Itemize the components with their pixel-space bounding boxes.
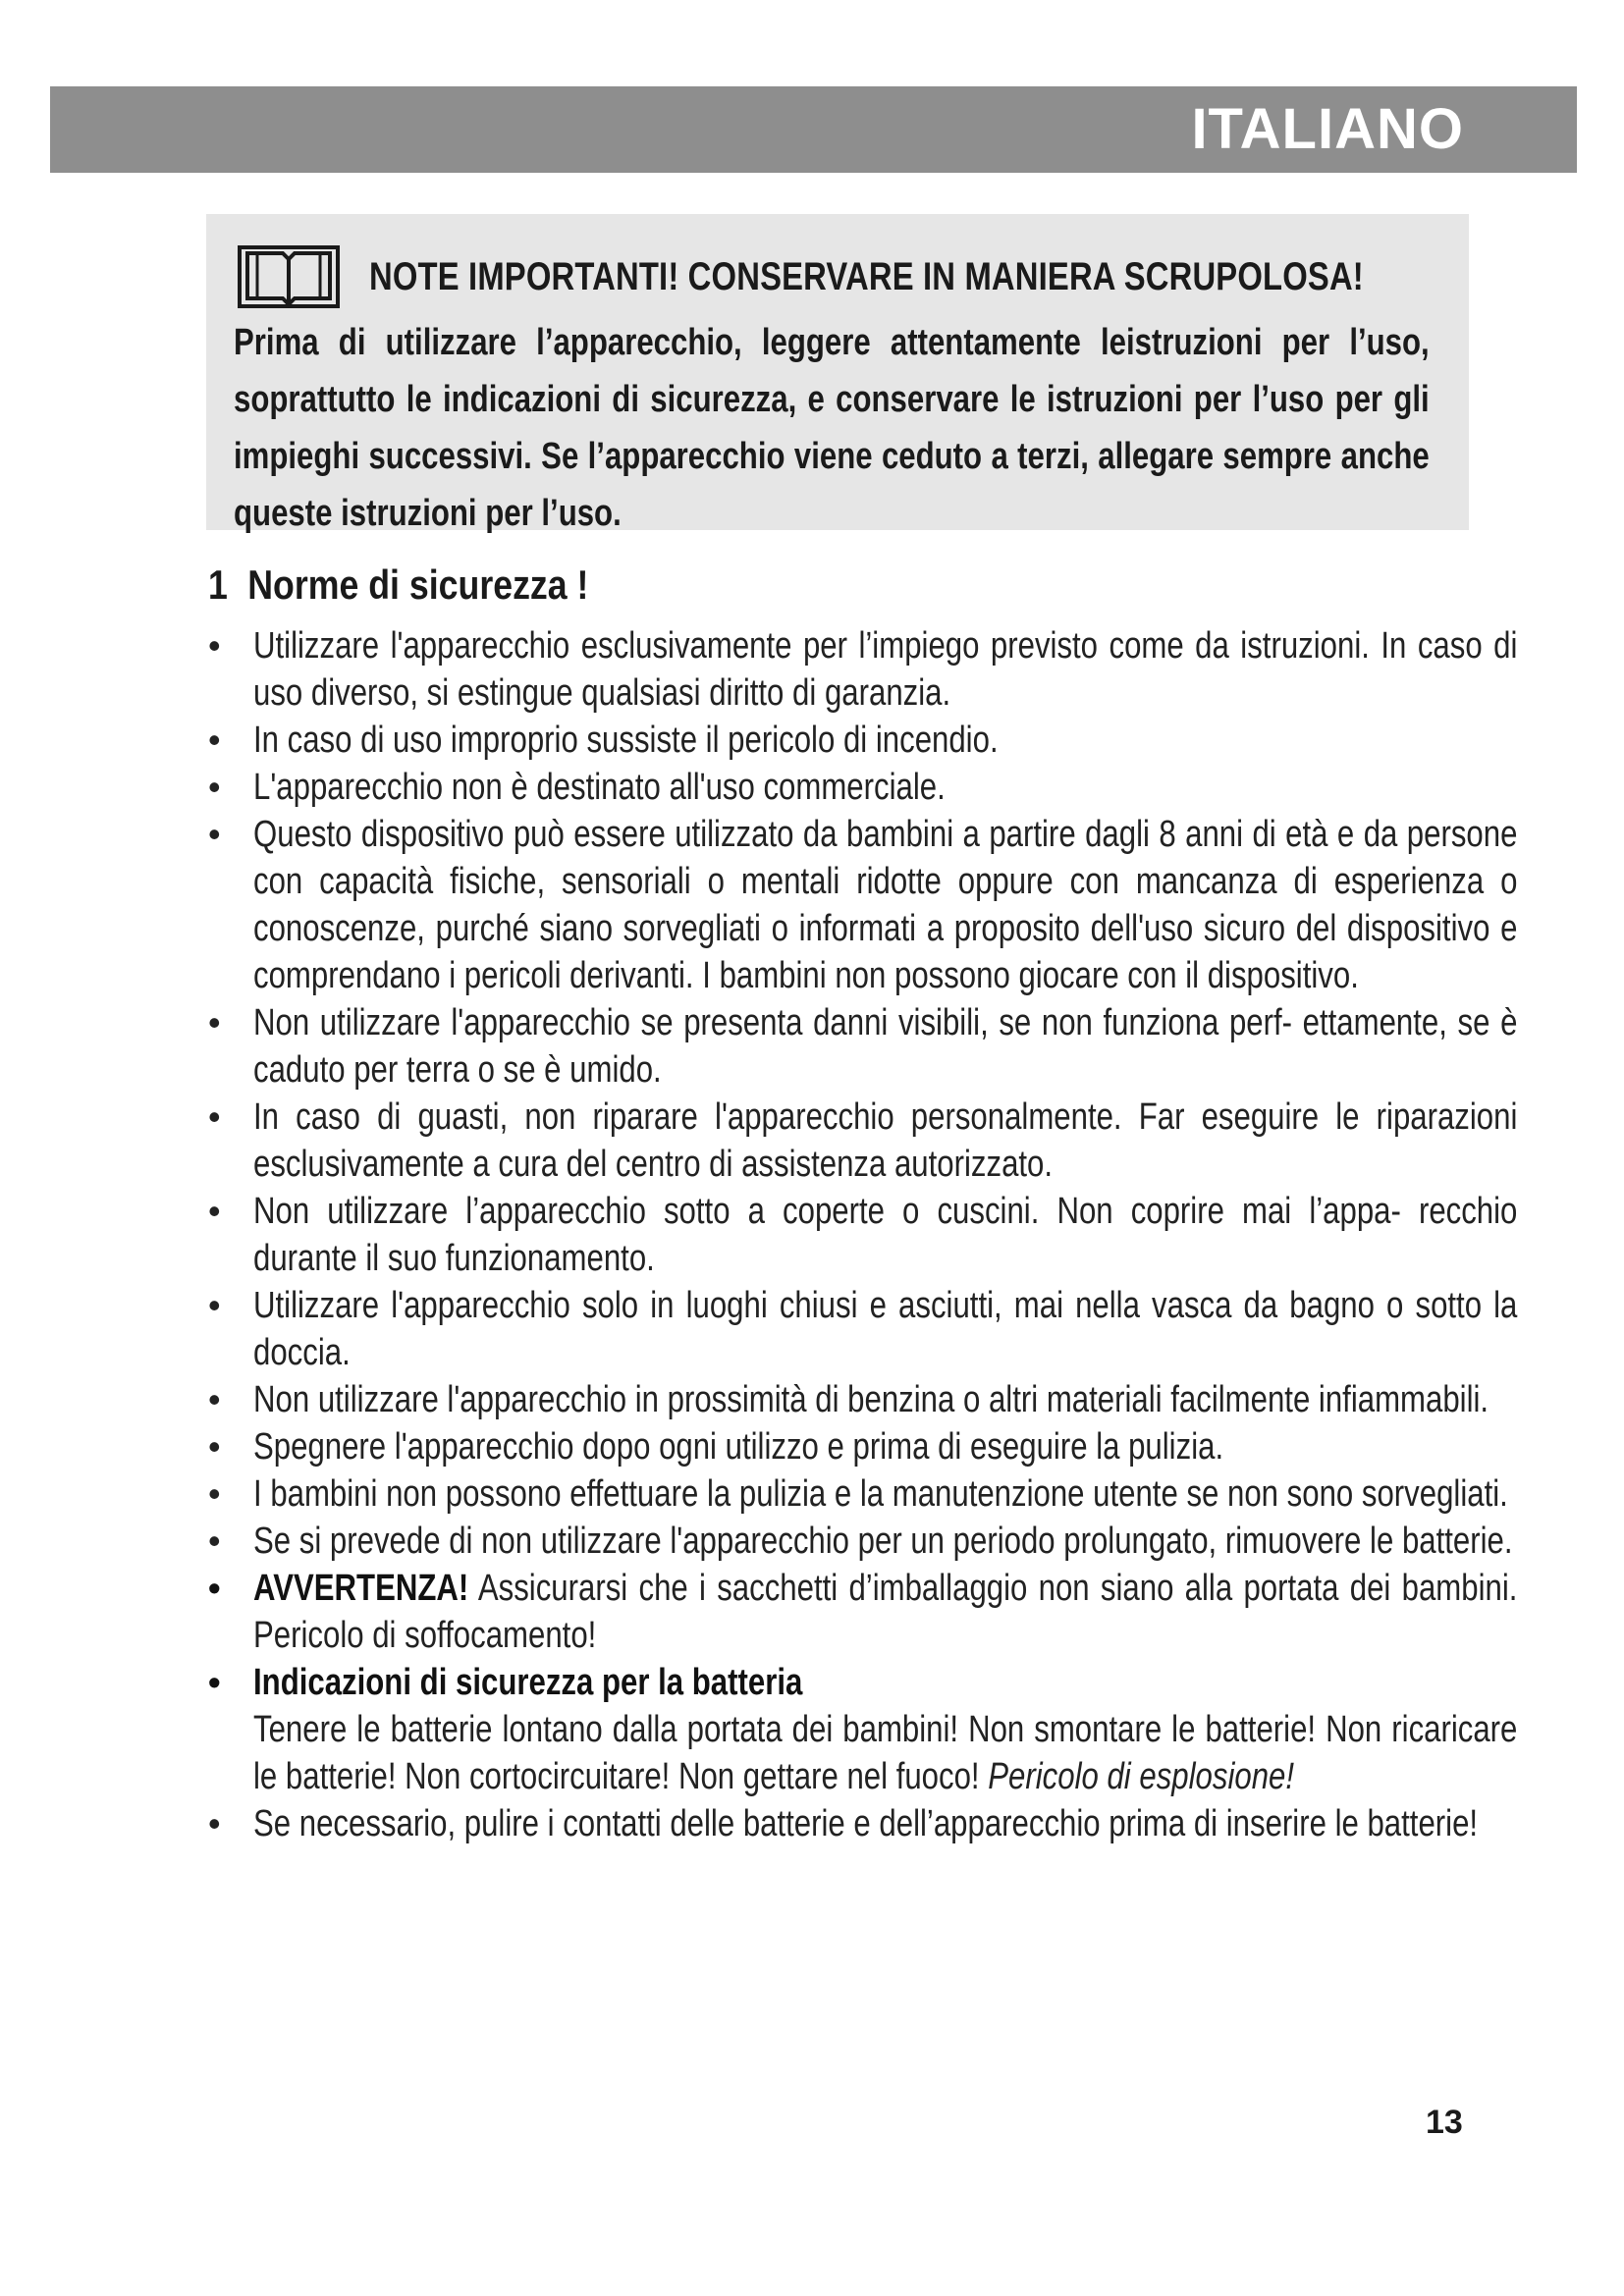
notice-body: Prima di utilizzare l’apparecchio, leggere attentamente leistruzioni per l’uso, soprattutto le indicazioni di sicurezza, e conservare le istruzioni per l’uso per gli impieghi successivi. Se l’apparecchio viene ceduto a terzi, allegare sempre anche queste istruzioni per l’uso. xyxy=(234,322,1430,534)
list-item-text: Non utilizzare l'apparecchio se presenta danni visibili, se non funziona perf- ettamente, se è caduto per terra o se è umido. xyxy=(253,1002,1518,1091)
list-item xyxy=(206,1188,1518,1282)
list-item xyxy=(206,1565,1518,1659)
list-item xyxy=(206,1800,1502,1847)
list-item-text: Se si prevede di non utilizzare l'apparecchio per un periodo prolungato, rimuovere le batterie. xyxy=(253,1521,1513,1562)
bullet-icon: • xyxy=(208,1285,221,1325)
list-item-text xyxy=(253,1565,1517,1659)
list-item-text: In caso di uso improprio sussiste il pericolo di incendio. xyxy=(253,720,999,761)
bullet-icon: • xyxy=(208,1473,221,1514)
important-notice-box xyxy=(206,214,1469,534)
list-item-text: In caso di guasti, non riparare l'apparecchio personalmente. Far eseguire le riparazioni esclusivamente a cura del centro di assistenza autorizzato. xyxy=(253,1096,1518,1185)
list-item xyxy=(206,811,1518,999)
bullet-icon: • xyxy=(208,1568,221,1608)
bullet-icon: • xyxy=(208,720,221,760)
list-item xyxy=(206,622,1518,717)
list-item xyxy=(206,1659,1518,1800)
bullet-icon: • xyxy=(208,1002,221,1042)
list-item-text: Utilizzare l'apparecchio solo in luoghi chiusi e asciutti, mai nella vasca da bagno o sotto la doccia. xyxy=(253,1285,1518,1373)
explosion-warning: Pericolo di esplosione! xyxy=(988,1756,1295,1797)
list-item-text: Spegnere l'apparecchio dopo ogni utilizzo e prima di eseguire la pulizia. xyxy=(253,1426,1224,1468)
section-heading xyxy=(208,561,588,609)
bullet-icon: • xyxy=(208,1803,221,1843)
list-item-text: Non utilizzare l’apparecchio sotto a coperte o cuscini. Non coprire mai l’appa- recchio durante il suo funzionamento. xyxy=(253,1191,1518,1279)
list-item-text: Questo dispositivo può essere utilizzato da bambini a partire dagli 8 anni di età e da persone con capacità fisiche, sensoriali o mentali ridotte oppure con mancanza di esperienza o conoscenze, purché siano sorvegliati o informati a proposito dell'uso sicuro del dispositivo e comprendano i pericoli derivanti. I bambini non possono giocare con il dispositivo. xyxy=(253,814,1518,996)
list-item xyxy=(206,717,1502,764)
list-item xyxy=(206,1376,1502,1423)
bullet-icon: • xyxy=(208,1426,221,1467)
section-number: 1 xyxy=(208,561,228,608)
list-item-text: Se necessario, pulire i contatti delle batterie e dell’apparecchio prima di inserire le batterie! xyxy=(253,1803,1479,1844)
bullet-icon: • xyxy=(208,767,221,807)
list-item xyxy=(206,1282,1518,1376)
list-item-text: I bambini non possono effettuare la pulizia e la manutenzione utente se non sono sorvegliati. xyxy=(253,1473,1508,1515)
language-header-bar xyxy=(50,86,1577,173)
safety-list xyxy=(206,622,1518,1847)
warning-text: Assicurarsi che i sacchetti d’imballaggio non siano alla portata dei bambini. Pericolo di soffocamento! xyxy=(253,1568,1518,1656)
battery-safety-text: Tenere le batterie lontano dalla portata dei bambini! Non smontare le batterie! Non ricaricare le batterie! Non cortocircuitare! Non gettare nel fuoco! xyxy=(253,1709,1518,1797)
book-icon xyxy=(234,243,344,310)
bullet-icon: • xyxy=(208,1379,221,1419)
bullet-icon: • xyxy=(208,625,221,666)
list-item xyxy=(206,1518,1513,1565)
list-item-text: L'apparecchio non è destinato all'uso commerciale. xyxy=(253,767,946,808)
bullet-icon: • xyxy=(208,1662,221,1702)
warning-label: AVVERTENZA! xyxy=(253,1568,469,1609)
bullet-icon: • xyxy=(208,1096,221,1137)
list-item xyxy=(206,999,1518,1094)
list-item-text: Non utilizzare l'apparecchio in prossimità di benzina o altri materiali facilmente infiammabili. xyxy=(253,1379,1489,1420)
list-item xyxy=(206,1423,1502,1470)
list-item-text: Utilizzare l'apparecchio esclusivamente per l’impiego previsto come da istruzioni. In caso di uso diverso, si estingue qualsiasi diritto di garanzia. xyxy=(253,625,1518,714)
bullet-icon: • xyxy=(208,814,221,854)
bullet-icon: • xyxy=(208,1521,221,1561)
list-item xyxy=(206,764,1502,811)
notice-title: NOTE IMPORTANTI! CONSERVARE IN MANIERA SCRUPOLOSA! xyxy=(369,254,1364,298)
language-label: ITALIANO xyxy=(1191,97,1464,161)
list-item xyxy=(206,1470,1508,1518)
list-item xyxy=(206,1094,1518,1188)
notice-heading-row xyxy=(234,241,1443,312)
battery-safety-heading: Indicazioni di sicurezza per la batteria xyxy=(253,1662,803,1703)
list-item-text xyxy=(253,1659,1517,1800)
section-title: Norme di sicurezza ! xyxy=(247,561,589,608)
page-number: 13 xyxy=(1426,2104,1463,2141)
bullet-icon: • xyxy=(208,1191,221,1231)
